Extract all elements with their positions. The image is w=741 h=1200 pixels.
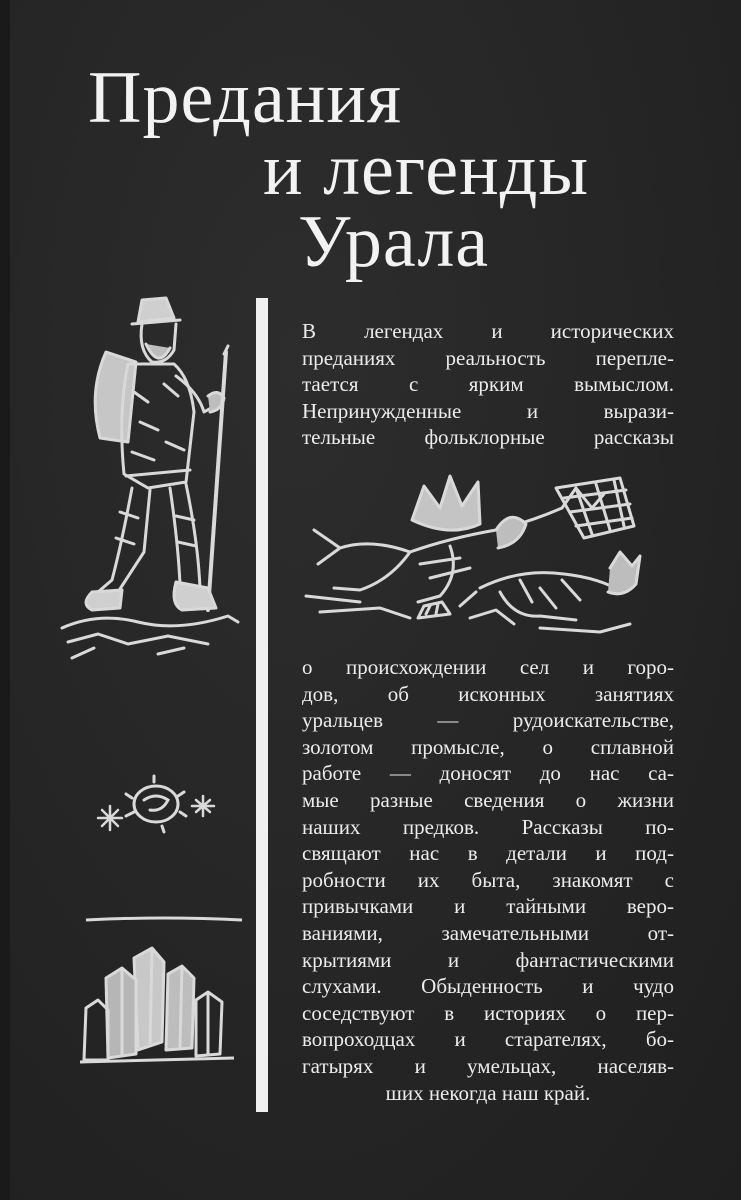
sun-stars-illustration	[92, 772, 218, 836]
blurb-line: тельные фольклорные рассказы	[302, 425, 674, 450]
demons-illustration	[300, 468, 645, 640]
blurb-line: соседствуют в историях о пер-	[302, 1000, 674, 1025]
blurb-line: наших предков. Рассказы по-	[302, 814, 674, 839]
blurb-line: слухами. Обыденность и чудо	[302, 974, 674, 999]
blurb-line: робности их быта, знакомят с	[302, 867, 674, 892]
blurb-line: Непринужденные и вырази-	[302, 398, 674, 423]
blurb-line: уральцев — рудоискательстве,	[302, 708, 674, 733]
book-title	[88, 57, 688, 283]
blurb-line: вопроходцах и старателях, бо-	[302, 1027, 674, 1052]
title-line-3: Урала	[298, 201, 490, 283]
title-line-2: и легенды	[263, 129, 590, 211]
blurb-line: золотом промысле, о сплавной	[302, 734, 674, 759]
blurb-line: гатырях и умельцах, населяв-	[302, 1053, 674, 1078]
blurb-line: ших некогда наш край.	[385, 1080, 591, 1105]
blurb-line: о происхождении сел и горо-	[302, 655, 674, 679]
blurb-top	[302, 318, 674, 451]
blurb-line: дов, об исконных занятиях	[302, 681, 674, 706]
horizontal-divider	[84, 914, 244, 924]
blurb-line: крытиями и фантастическими	[302, 947, 674, 972]
blurb-line: мые разные сведения о жизни	[302, 787, 674, 812]
prospector-illustration	[58, 292, 243, 664]
blurb-line: преданиях реальность перепле-	[302, 345, 674, 370]
title-line-1: Предания	[88, 57, 403, 139]
blurb-bottom	[302, 654, 674, 1106]
cover-edge	[0, 0, 10, 1200]
vertical-divider	[256, 298, 268, 1112]
blurb-line: ваниями, замечательными от-	[302, 920, 674, 945]
blurb-line: В легендах и исторических	[302, 319, 674, 343]
blurb-line: свящают нас в детали и под-	[302, 841, 674, 866]
blurb-line: привычками и тайными веро-	[302, 894, 674, 919]
crystal-cluster-illustration	[78, 944, 238, 1066]
blurb-line: работе — доносят до нас са-	[302, 761, 674, 786]
blurb-line: тается с ярким вымыслом.	[302, 372, 674, 397]
